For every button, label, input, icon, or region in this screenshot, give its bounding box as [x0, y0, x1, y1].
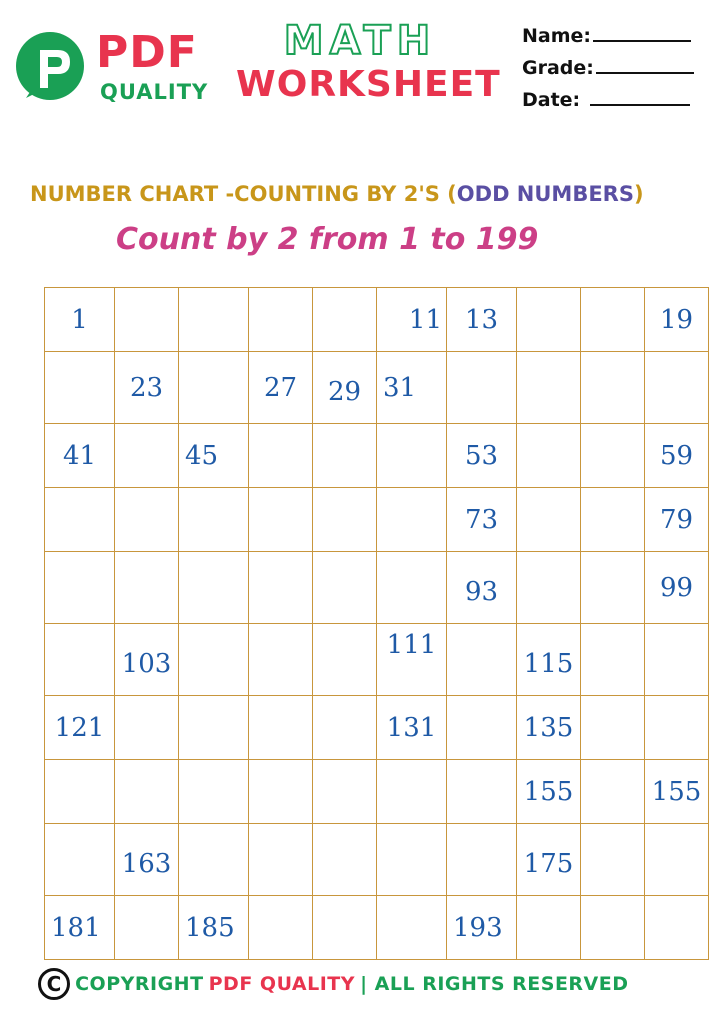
- chart-cell-filled: 27: [249, 352, 313, 424]
- chart-cell-blank[interactable]: [45, 488, 115, 552]
- chart-cell-blank[interactable]: [581, 760, 645, 824]
- chart-cell-blank[interactable]: [115, 760, 179, 824]
- chart-cell-blank[interactable]: [581, 288, 645, 352]
- name-field[interactable]: [522, 20, 712, 52]
- chart-cell-blank[interactable]: [45, 552, 115, 624]
- chart-cell-blank[interactable]: [249, 488, 313, 552]
- chart-cell-filled: 53: [447, 424, 517, 488]
- chart-cell-blank[interactable]: [581, 696, 645, 760]
- chart-row: [45, 824, 709, 896]
- title-worksheet: WORKSHEET: [236, 64, 501, 105]
- chart-cell-filled: 135: [517, 696, 581, 760]
- chart-cell-blank[interactable]: [581, 488, 645, 552]
- chart-cell-blank[interactable]: [581, 624, 645, 696]
- chart-cell-blank[interactable]: [115, 424, 179, 488]
- chart-cell-filled: 121: [45, 696, 115, 760]
- name-label: Name:: [522, 25, 592, 47]
- chart-cell-blank[interactable]: [517, 288, 581, 352]
- chart-cell-blank[interactable]: [313, 424, 377, 488]
- chart-cell-blank[interactable]: [249, 696, 313, 760]
- chart-cell-blank[interactable]: [179, 552, 249, 624]
- date-field[interactable]: [522, 84, 712, 116]
- chart-cell-blank[interactable]: [581, 824, 645, 896]
- chart-cell-blank[interactable]: [179, 352, 249, 424]
- chart-cell-blank[interactable]: [179, 760, 249, 824]
- chart-cell-blank[interactable]: [377, 488, 447, 552]
- number-chart: [44, 287, 709, 960]
- chart-cell-blank[interactable]: [179, 288, 249, 352]
- chart-cell-blank[interactable]: [645, 352, 709, 424]
- chart-cell-filled: 163: [115, 824, 179, 896]
- chart-cell-filled: 181: [45, 896, 115, 960]
- chart-row: [45, 624, 709, 696]
- chart-cell-blank[interactable]: [517, 424, 581, 488]
- chart-cell-blank[interactable]: [517, 552, 581, 624]
- chart-cell-blank[interactable]: [447, 696, 517, 760]
- chart-cell-filled: 155: [517, 760, 581, 824]
- chart-cell-filled: 99: [645, 552, 709, 624]
- chart-cell-filled: 155: [645, 760, 709, 824]
- chart-cell-blank[interactable]: [45, 352, 115, 424]
- logo-pdf-text: PDF: [96, 27, 198, 78]
- chart-cell-blank[interactable]: [249, 760, 313, 824]
- chart-cell-blank[interactable]: [581, 552, 645, 624]
- chart-cell-blank[interactable]: [249, 288, 313, 352]
- chart-cell-blank[interactable]: [377, 824, 447, 896]
- title-math: MATH: [283, 18, 437, 64]
- heading-accent: ODD NUMBERS: [456, 182, 634, 206]
- date-label: Date:: [522, 89, 581, 111]
- chart-cell-blank[interactable]: [581, 896, 645, 960]
- chart-cell-blank[interactable]: [447, 824, 517, 896]
- chart-cell-filled: 185: [179, 896, 249, 960]
- worksheet-subtitle: Count by 2 from 1 to 199: [116, 222, 539, 257]
- footer-brand: PDF QUALITY: [208, 973, 356, 995]
- chart-cell-blank[interactable]: [313, 760, 377, 824]
- chart-cell-blank[interactable]: [447, 624, 517, 696]
- chart-cell-blank[interactable]: [249, 624, 313, 696]
- chart-cell-blank[interactable]: [447, 352, 517, 424]
- chart-row: [45, 424, 709, 488]
- chart-cell-filled: 131: [377, 696, 447, 760]
- chart-cell-filled: 115: [517, 624, 581, 696]
- grade-blank[interactable]: [596, 54, 694, 74]
- chart-cell-blank[interactable]: [645, 896, 709, 960]
- chart-cell-blank[interactable]: [581, 352, 645, 424]
- chart-cell-blank[interactable]: [115, 896, 179, 960]
- chart-cell-filled: 73: [447, 488, 517, 552]
- chart-cell-filled: 11: [377, 288, 447, 352]
- chart-cell-blank[interactable]: [249, 552, 313, 624]
- chart-cell-blank[interactable]: [179, 488, 249, 552]
- chart-cell-blank[interactable]: [447, 760, 517, 824]
- chart-cell-blank[interactable]: [45, 760, 115, 824]
- chart-cell-filled: 19: [645, 288, 709, 352]
- chart-cell-filled: 103: [115, 624, 179, 696]
- chart-cell-blank[interactable]: [377, 552, 447, 624]
- chart-cell-blank[interactable]: [115, 488, 179, 552]
- chart-cell-blank[interactable]: [45, 624, 115, 696]
- chart-cell-blank[interactable]: [313, 896, 377, 960]
- chart-cell-filled: 79: [645, 488, 709, 552]
- chart-cell-blank[interactable]: [313, 288, 377, 352]
- chart-cell-blank[interactable]: [517, 352, 581, 424]
- chart-cell-blank[interactable]: [249, 824, 313, 896]
- footer-rights: | ALL RIGHTS RESERVED: [360, 973, 629, 995]
- chart-cell-filled: 1: [45, 288, 115, 352]
- chart-cell-filled: 13: [447, 288, 517, 352]
- chart-cell-filled: 59: [645, 424, 709, 488]
- chart-cell-filled: 193: [447, 896, 517, 960]
- chart-row: [45, 760, 709, 824]
- chart-cell-blank[interactable]: [313, 824, 377, 896]
- heading-main: NUMBER CHART -COUNTING BY 2'S (: [30, 182, 457, 206]
- chart-cell-filled: 175: [517, 824, 581, 896]
- chart-cell-filled: 111: [377, 624, 447, 696]
- chart-row: [45, 896, 709, 960]
- chart-cell-blank[interactable]: [179, 824, 249, 896]
- chart-cell-blank[interactable]: [45, 824, 115, 896]
- heading-close: ): [633, 182, 644, 206]
- chart-cell-blank[interactable]: [581, 424, 645, 488]
- chart-cell-blank[interactable]: [645, 824, 709, 896]
- chart-cell-blank[interactable]: [377, 760, 447, 824]
- chart-cell-blank[interactable]: [377, 896, 447, 960]
- chart-cell-blank[interactable]: [249, 896, 313, 960]
- chart-cell-blank[interactable]: [645, 624, 709, 696]
- chart-row: [45, 352, 709, 424]
- chart-cell-blank[interactable]: [313, 488, 377, 552]
- pdf-quality-logo-icon: [12, 28, 92, 108]
- chart-row: [45, 488, 709, 552]
- chart-cell-blank[interactable]: [249, 424, 313, 488]
- chart-cell-blank[interactable]: [313, 696, 377, 760]
- chart-cell-blank[interactable]: [313, 552, 377, 624]
- chart-row: [45, 552, 709, 624]
- copyright-footer: [38, 968, 698, 1004]
- grade-field[interactable]: [522, 52, 712, 84]
- pdf-quality-logo: [12, 24, 212, 114]
- logo-quality-text: QUALITY: [100, 80, 209, 104]
- chart-cell-blank[interactable]: [115, 696, 179, 760]
- date-blank[interactable]: [590, 86, 690, 106]
- chart-cell-filled: 45: [179, 424, 249, 488]
- chart-cell-blank[interactable]: [645, 696, 709, 760]
- chart-cell-blank[interactable]: [313, 624, 377, 696]
- chart-cell-filled: 29: [313, 352, 377, 424]
- chart-cell-blank[interactable]: [517, 896, 581, 960]
- chart-cell-filled: 31: [377, 352, 447, 424]
- chart-row: [45, 288, 709, 352]
- chart-cell-blank[interactable]: [179, 624, 249, 696]
- chart-cell-blank[interactable]: [115, 288, 179, 352]
- chart-cell-blank[interactable]: [377, 424, 447, 488]
- student-info: [522, 20, 712, 116]
- copyright-icon: C: [38, 968, 70, 1000]
- chart-cell-blank[interactable]: [517, 488, 581, 552]
- chart-cell-filled: 41: [45, 424, 115, 488]
- chart-cell-blank[interactable]: [179, 696, 249, 760]
- grade-label: Grade:: [522, 57, 594, 79]
- chart-row: [45, 696, 709, 760]
- chart-cell-blank[interactable]: [115, 552, 179, 624]
- worksheet-heading: [30, 182, 710, 206]
- chart-cell-filled: 23: [115, 352, 179, 424]
- chart-cell-filled: 93: [447, 552, 517, 624]
- footer-copyright: COPYRIGHT: [75, 973, 204, 995]
- name-blank[interactable]: [593, 22, 691, 42]
